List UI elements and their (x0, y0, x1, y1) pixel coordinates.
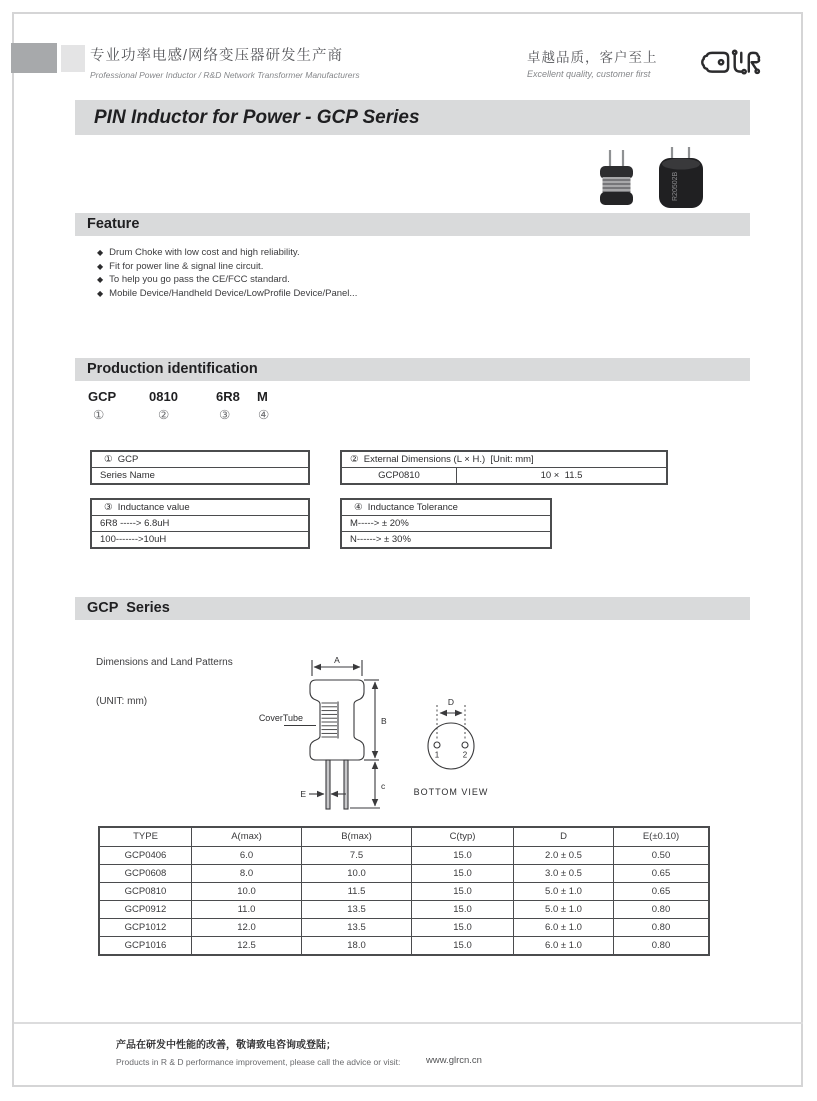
table-cell: GCP0810 (100, 883, 192, 901)
section-heading-gcp-series: GCP Series (75, 597, 750, 620)
footer-url-link[interactable]: www.glrcn.cn (426, 1055, 482, 1066)
table-header-cell: TYPE (100, 828, 192, 847)
bottom-view-outline (428, 723, 474, 769)
header-accent-light-square (61, 45, 85, 72)
inductor-marking: R20502B (672, 171, 679, 201)
table-cell: GCP0912 (100, 901, 192, 919)
caption-line1: Dimensions and Land Patterns (96, 657, 233, 668)
spool-outline (310, 680, 364, 760)
inductance-value-table (90, 498, 310, 549)
table-cell: 15.0 (412, 919, 514, 937)
table-cell: 0.50 (614, 847, 708, 865)
company-slogan (527, 46, 658, 79)
table-cell: 0.80 (614, 901, 708, 919)
table-cell: GCP0406 (100, 847, 192, 865)
table-cell: 13.5 (302, 901, 412, 919)
table-header: ④ Inductance Tolerance (354, 502, 458, 513)
feature-list (97, 246, 357, 300)
footer-divider (14, 1022, 803, 1024)
table-cell: 15.0 (412, 901, 514, 919)
table-cell: 15.0 (412, 865, 514, 883)
slogan-cn: 卓越品质，客户至上 (527, 50, 658, 65)
table-cell: 6.0 ± 1.0 (514, 937, 614, 954)
table-cell: GCP0810 (342, 468, 457, 483)
table-cell: 7.5 (302, 847, 412, 865)
table-cell: 15.0 (412, 847, 514, 865)
pin-left (326, 760, 330, 809)
footer-note-en: Products in R & D performance improvement, please call the advice or visit: (116, 1057, 401, 1067)
pin2-label: 2 (462, 750, 468, 760)
dim-label-e: E (300, 789, 306, 799)
dim-label-c: c (381, 781, 386, 791)
table-cell: GCP0608 (100, 865, 192, 883)
table-cell: 12.5 (192, 937, 302, 954)
table-cell: 15.0 (412, 883, 514, 901)
table-cell: 18.0 (302, 937, 412, 954)
inductance-tolerance-table (340, 498, 552, 549)
dim-label-d: D (447, 697, 455, 707)
table-cell: 0.65 (614, 883, 708, 901)
slogan-en: Excellent quality, customer first (527, 69, 651, 79)
company-name-en: Professional Power Inductor / R&D Network Transformer Manufacturers (90, 70, 360, 80)
table-header-cell: D (514, 828, 614, 847)
code-mark-circled-number: ① (93, 408, 105, 422)
feature-bullet-text: Mobile Device/Handheld Device/LowProfile Device/Panel... (109, 287, 358, 299)
table-cell: 12.0 (192, 919, 302, 937)
diamond-bullet-icon: ◆ (97, 288, 104, 298)
external-dimensions-table (340, 450, 668, 485)
code-part: 6R8 (216, 389, 240, 404)
table-cell: 15.0 (412, 937, 514, 954)
table-cell: 10.0 (192, 883, 302, 901)
table-cell: 5.0 ± 1.0 (514, 901, 614, 919)
table-cell: 0.80 (614, 919, 708, 937)
table-cell: 8.0 (192, 865, 302, 883)
table-header-cell: C(typ) (412, 828, 514, 847)
page-title: PIN Inductor for Power - GCP Series (75, 100, 750, 135)
table-cell: 3.0 ± 0.5 (514, 865, 614, 883)
diamond-bullet-icon: ◆ (97, 275, 104, 284)
table-row (342, 467, 666, 483)
product-photos (593, 145, 723, 215)
company-logo-icon (699, 44, 761, 88)
footer-note-cn: 产品在研发中性能的改善，敬请致电咨询或登陆； (116, 1040, 336, 1051)
dim-label-b: B (381, 716, 387, 726)
caption-line2: (UNIT: mm) (96, 696, 148, 707)
table-header-cell: B(max) (302, 828, 412, 847)
code-part: 0810 (149, 389, 178, 404)
code-part: M (257, 389, 268, 404)
table-cell: 0.65 (614, 865, 708, 883)
feature-bullet (97, 246, 357, 260)
table-row: 6R8 -----> 6.8uH (92, 515, 308, 531)
table-row: 100------->10uH (92, 531, 308, 547)
pin1-label: 1 (434, 750, 440, 760)
pin-right (344, 760, 348, 809)
feature-bullet-text: Fit for power line & signal line circuit. (109, 260, 264, 272)
section-heading-feature: Feature (75, 213, 750, 236)
code-mark-circled-number: ② (158, 408, 170, 422)
table-cell: 2.0 ± 0.5 (514, 847, 614, 865)
table-cell: GCP1016 (100, 937, 192, 954)
feature-bullet (97, 273, 357, 287)
bottom-view-label: BOTTOM VIEW (413, 787, 489, 797)
code-mark-circled-number: ④ (258, 408, 270, 422)
feature-bullet-text: Drum Choke with low cost and high reliability. (109, 247, 300, 259)
dimensions-table (98, 826, 710, 956)
feature-bullet (97, 260, 357, 274)
table-header: ① GCP (104, 454, 139, 465)
series-name-table (90, 450, 310, 485)
table-cell: 11.5 (302, 883, 412, 901)
table-header: ② External Dimensions (L × H.) [Unit: mm] (350, 454, 534, 465)
feature-bullet-text: To help you go pass the CE/FCC standard. (109, 274, 290, 286)
table-cell: 6.0 ± 1.0 (514, 919, 614, 937)
diamond-bullet-icon: ◆ (97, 248, 104, 257)
table-header: ③ Inductance value (104, 502, 190, 513)
table-cell: 0.80 (651, 940, 671, 951)
cover-tube-label: CoverTube (258, 713, 303, 723)
section-heading-production: Production identification (75, 358, 750, 381)
header-accent-dark-square (11, 43, 57, 73)
bottom-view-pin1 (434, 742, 440, 748)
table-cell: 13.5 (302, 919, 412, 937)
table-cell: 11.0 (192, 901, 302, 919)
dimensions-caption (96, 630, 233, 734)
table-header-cell: A(max) (192, 828, 302, 847)
company-header (90, 44, 360, 80)
code-mark-circled-number: ③ (219, 408, 231, 422)
company-name-cn: 专业功率电感/网络变压器研发生产商 (90, 48, 344, 64)
table-row: N------> ± 30% (342, 531, 550, 547)
bottom-view-pin2 (462, 742, 468, 748)
diamond-bullet-icon: ◆ (97, 261, 104, 271)
table-cell: 10.0 (302, 865, 412, 883)
table-row: M-----> ± 20% (342, 515, 550, 531)
table-header-cell: E(±0.10) (614, 828, 708, 847)
table-cell: 6.0 (192, 847, 302, 865)
table-cell: 10 × 11.5 (540, 470, 583, 481)
table-cell: 5.0 ± 1.0 (514, 883, 614, 901)
dimensions-diagram (250, 652, 590, 822)
inductor-photo-black (659, 158, 703, 208)
inductor-photo-wound (600, 166, 633, 205)
feature-bullet (97, 287, 357, 301)
code-part: GCP (88, 389, 117, 404)
dim-label-a: A (334, 655, 340, 665)
table-row: Series Name (92, 467, 308, 483)
table-cell: GCP1012 (100, 919, 192, 937)
